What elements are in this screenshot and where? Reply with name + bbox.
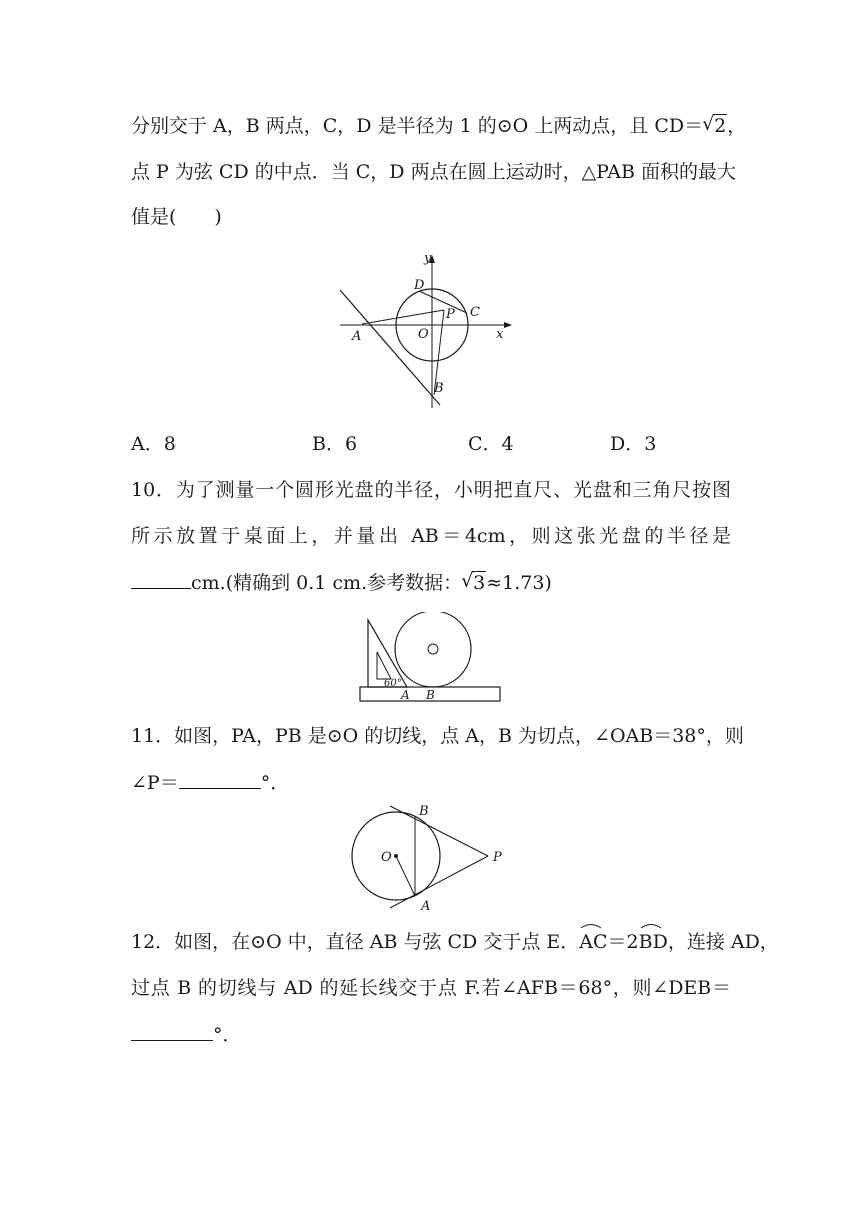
q9-option-c[interactable]: C．4 (468, 433, 514, 455)
point-d-label: D (414, 278, 425, 293)
q9-option-b[interactable]: B．6 (312, 433, 358, 455)
arc-bd: BD (639, 930, 668, 954)
q9-line-3: 值是( ) (131, 206, 222, 228)
point-o-label: O (381, 850, 392, 865)
q9-text-1a: 分别交于 A，B 两点，C，D 是半径为 1 的⊙O 上两动点，且 CD＝ (131, 115, 704, 137)
point-p-label: P (493, 850, 502, 865)
answer-blank[interactable] (131, 570, 191, 589)
q10-line-1: 10．为了测量一个圆形光盘的半径，小明把直尺、光盘和三角尺按图 (131, 479, 731, 501)
point-a-label: A (421, 899, 431, 914)
q10-line-3: cm.(精确到 0.1 cm.参考数据：√ 3≈1.73) (131, 570, 731, 595)
q11-figure (350, 800, 520, 915)
point-b-label: B (434, 381, 444, 396)
q9-option-d[interactable]: D．3 (610, 433, 657, 455)
point-a-label: A (352, 329, 362, 344)
arc-mark-icon (579, 921, 603, 929)
answer-blank[interactable] (131, 1022, 213, 1041)
sqrt-symbol: √ 2 (703, 114, 727, 138)
q9-line-2: 点 P 为弦 CD 的中点．当 C，D 两点在圆上运动时，△PAB 面积的最大 (131, 161, 736, 183)
arc-ac: AC (579, 930, 607, 954)
q9-option-a[interactable]: A．8 (131, 433, 176, 455)
angle-label: 60° (384, 678, 402, 689)
q10-line-2: 所示放置于桌面上，并量出 AB＝4cm，则这张光盘的半径是 (131, 525, 731, 547)
q12-line-2: 过点 B 的切线与 AD 的延长线交于点 F.若∠AFB＝68°，则∠DEB＝ (131, 977, 731, 999)
q9-line-1: 分别交于 A，B 两点，C，D 是半径为 1 的⊙O 上两动点，且 CD＝√ 2， (131, 114, 731, 138)
point-b-label: B (426, 688, 435, 702)
point-p-label: P (446, 307, 455, 322)
y-axis-label: y (424, 251, 432, 266)
q10-figure (355, 612, 505, 707)
q9-figure (340, 250, 520, 410)
q12-line-1: 12．如图，在⊙O 中，直径 AB 与弦 CD 交于点 E． AC＝2 BD，连接 AD， (131, 930, 731, 954)
q12-line-3: °． (131, 1022, 731, 1047)
point-c-label: C (470, 305, 480, 320)
point-b-label: B (419, 804, 429, 819)
x-axis-label: x (496, 327, 504, 342)
arc-mark-icon (639, 921, 663, 929)
answer-blank[interactable] (179, 770, 261, 789)
point-o-label: O (418, 327, 429, 342)
q11-line-2: ∠P＝ °． (131, 772, 290, 794)
point-a-label: A (401, 688, 410, 702)
sqrt-symbol: √ 3 (462, 571, 486, 595)
q11-line-1: 11．如图，PA，PB 是⊙O 的切线，点 A，B 为切点，∠OAB＝38°，则 (131, 725, 744, 747)
